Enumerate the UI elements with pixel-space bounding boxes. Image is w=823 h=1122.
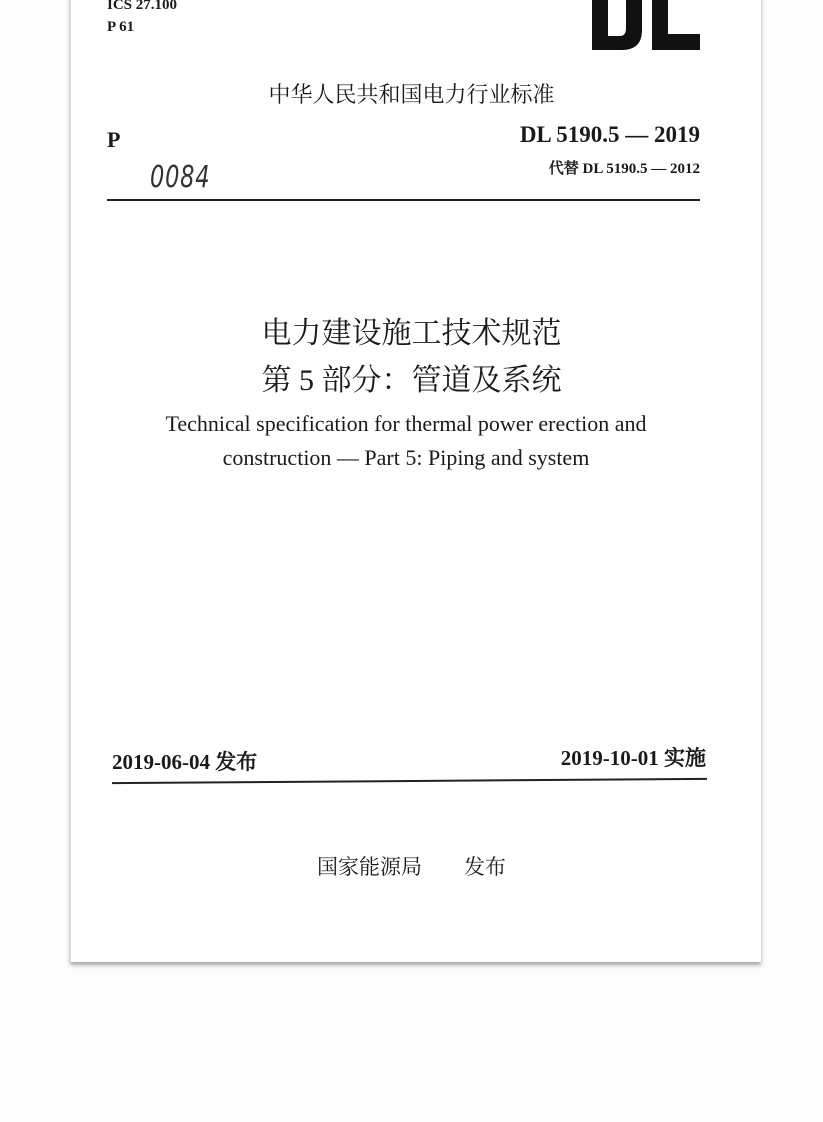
- title-cn-line1: 电力建设施工技术规范: [261, 317, 562, 350]
- title-cn-line2: 第 5 部分：管道及系统: [261, 364, 562, 397]
- category-mark: P: [107, 127, 121, 152]
- title-en-line1: Technical specification for thermal power erection and: [165, 411, 647, 436]
- handwritten-note: 0084: [150, 160, 211, 195]
- issue-date: 2019-06-04 发布: [112, 750, 258, 774]
- header-divider: [107, 199, 700, 201]
- standard-type: 中华人民共和国电力行业标准: [268, 83, 555, 108]
- standard-number: DL 5190.5 — 2019: [519, 122, 700, 147]
- title-en-line2: construction — Part 5: Piping and system: [222, 445, 590, 470]
- dl-logo: [590, 0, 702, 50]
- effective-date: 2019-10-01 实施: [560, 746, 706, 770]
- classification-code: P 61: [107, 19, 135, 35]
- publisher: 国家能源局 发布: [317, 855, 506, 879]
- ics-code: ICS 27.100: [107, 0, 178, 13]
- replaces-standard: 代替 DL 5190.5 — 2012: [548, 161, 700, 177]
